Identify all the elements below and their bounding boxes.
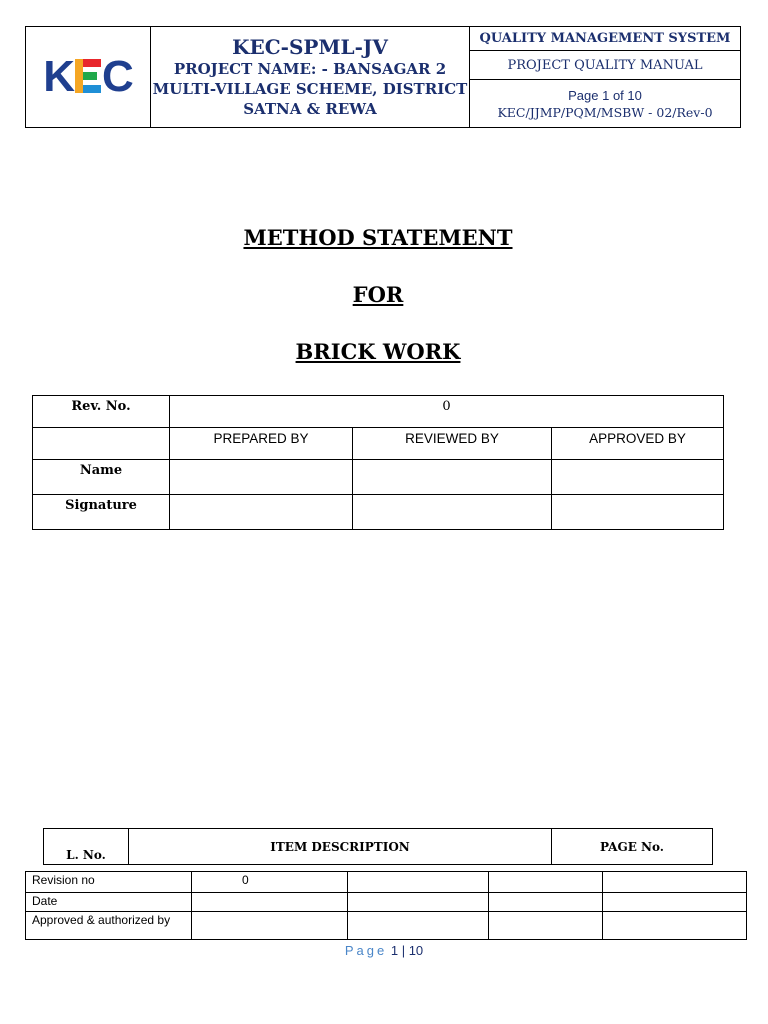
qms-label: QUALITY MANAGEMENT SYSTEM [470,27,741,51]
page-info-cell [470,80,741,128]
approved-signature-cell [552,495,724,530]
reviewed-signature-cell [353,495,552,530]
blank-cell [603,893,747,912]
title-line3: BRICK WORK [295,339,461,364]
blank-cell [489,912,603,940]
footer-separator: | [401,943,406,958]
approved-name-cell [552,460,724,495]
footer-page-total: 10 [408,943,424,958]
index-col-lno: L. No. [44,829,129,865]
manual-label: PROJECT QUALITY MANUAL [470,51,741,80]
blank-cell [348,912,489,940]
page-info: Page 1 of 10 [568,87,642,103]
blank-cell [489,872,603,893]
reviewed-by-header: REVIEWED BY [353,428,552,460]
company-name: KEC-SPML-JV [232,35,388,59]
logo-cell [26,27,151,128]
prepared-by-header: PREPARED BY [170,428,353,460]
title-line2: FOR [352,282,404,307]
name-label: Name [33,460,170,495]
blank-cell [603,912,747,940]
document-code: KEC/JJMP/PQM/MSBW - 02/Rev-0 [497,104,713,120]
blank-cell [192,893,348,912]
blank-cell [33,428,170,460]
title-line1: METHOD STATEMENT [243,225,513,250]
page-footer [0,943,768,958]
date-label: Date [26,893,192,912]
index-table [43,828,713,865]
blank-cell [348,872,489,893]
blank-cell [192,912,348,940]
reviewed-name-cell [353,460,552,495]
project-name-line3: SATNA & REWA [243,100,377,118]
project-name-line2: MULTI-VILLAGE SCHEME, DISTRICT [152,80,468,98]
revision-no-value: 0 [192,872,348,893]
approved-authorized-label: Approved & authorized by [26,912,192,940]
signature-label: Signature [33,495,170,530]
blank-cell [603,872,747,893]
rev-no-label: Rev. No. [33,396,170,428]
revision-record-table [25,871,747,940]
document-header [25,26,741,128]
kec-logo: K C [43,52,133,101]
prepared-name-cell [170,460,353,495]
rev-no-value: 0 [170,396,724,428]
revision-no-label: Revision no [26,872,192,893]
footer-page-label: Page [344,943,388,958]
footer-page-current: 1 [390,943,399,958]
approved-by-header: APPROVED BY [552,428,724,460]
blank-cell [489,893,603,912]
project-cell [151,27,470,128]
revision-approval-table [32,395,724,530]
prepared-signature-cell [170,495,353,530]
project-name-line1: PROJECT NAME: - BANSAGAR 2 [173,60,447,78]
index-col-description: ITEM DESCRIPTION [129,829,552,865]
blank-cell [348,893,489,912]
index-col-page: PAGE No. [552,829,713,865]
